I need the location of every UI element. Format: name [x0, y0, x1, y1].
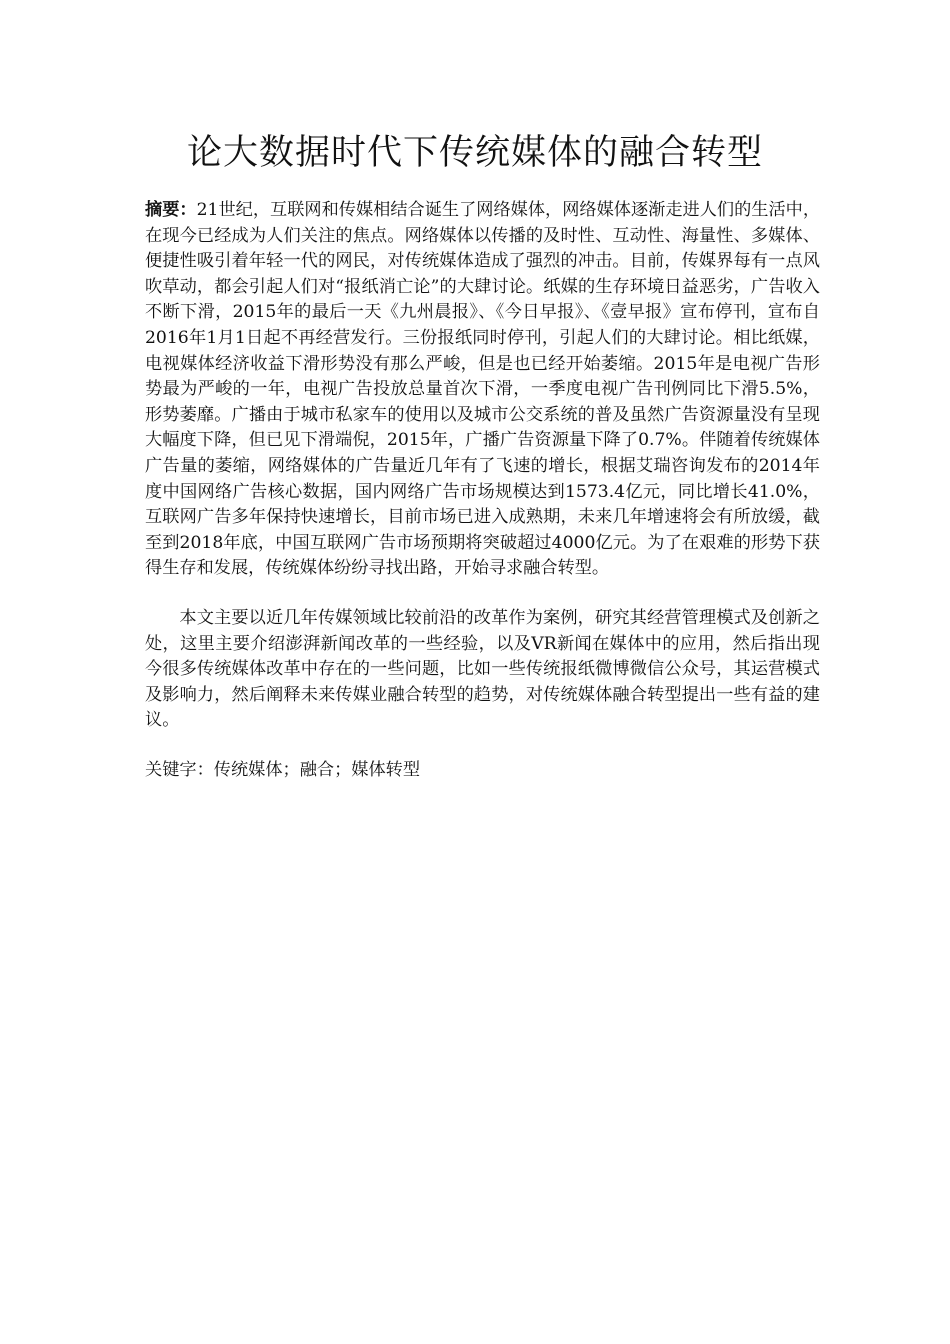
intro-paragraph: 本文主要以近几年传媒领域比较前沿的改革作为案例，研究其经营管理模式及创新之处，这里主要介绍澎湃新闻改革的一些经验，以及VR新闻在媒体中的应用，然后指出现今很多传统媒体改革中存在的一些问题，比如一些传统报纸微博微信公众号，其运营模式及影响力，然后阐释未来传媒业融合转型的趋势，对传统媒体融合转型提出一些有益的建议。 — [145, 607, 820, 731]
document-body — [145, 198, 820, 783]
abstract-text: 21世纪，互联网和传媒相结合诞生了网络媒体，网络媒体逐渐走进人们的生活中，在现今已经成为人们关注的焦点。网络媒体以传播的及时性、互动性、海量性、多媒体、便捷性吸引着年轻一代的网民，对传统媒体造成了强烈的冲击。目前，传媒界每有一点风吹草动，都会引起人们对“报纸消亡论”的大肆讨论。纸媒的生存环境日益恶劣，广告收入不断下滑，2015年的最后一天《九州晨报》、《今日早报》、《壹早报》宣布停刊，宣布自2016年1月1日起不再经营发行。三份报纸同时停刊，引起人们的大肆讨论。相比纸媒，电视媒体经济收益下滑形势没有那么严峻，但是也已经开始萎缩。2015年是电视广告形势最为严峻的一年，电视广告投放总量首次下滑，一季度电视广告刊例同比下滑5.5%，形势萎靡。广播由于城市私家车的使用以及城市公交系统的普及虽然广告资源量没有呈现大幅度下降，但已见下滑端倪，2015年，广播广告资源量下降了0.7%。伴随着传统媒体广告量的萎缩，网络媒体的广告量近几年有了飞速的增长，根据艾瑞咨询发布的2014年度中国网络广告核心数据，国内网络广告市场规模达到1573.4亿元，同比增长41.0%，互联网广告多年保持快速增长，目前市场已进入成熟期，未来几年增速将会有所放缓，截至到2018年底，中国互联网广告市场预期将突破超过4000亿元。为了在艰难的形势下获得生存和发展，传统媒体纷纷寻找出路，开始寻求融合转型。 — [145, 200, 821, 579]
document-title: 论大数据时代下传统媒体的融合转型 — [186, 133, 763, 173]
abstract-label: 摘要： — [145, 200, 197, 220]
keywords-line: 关键字：传统媒体；融合；媒体转型 — [145, 759, 421, 780]
abstract-paragraph — [145, 198, 820, 582]
